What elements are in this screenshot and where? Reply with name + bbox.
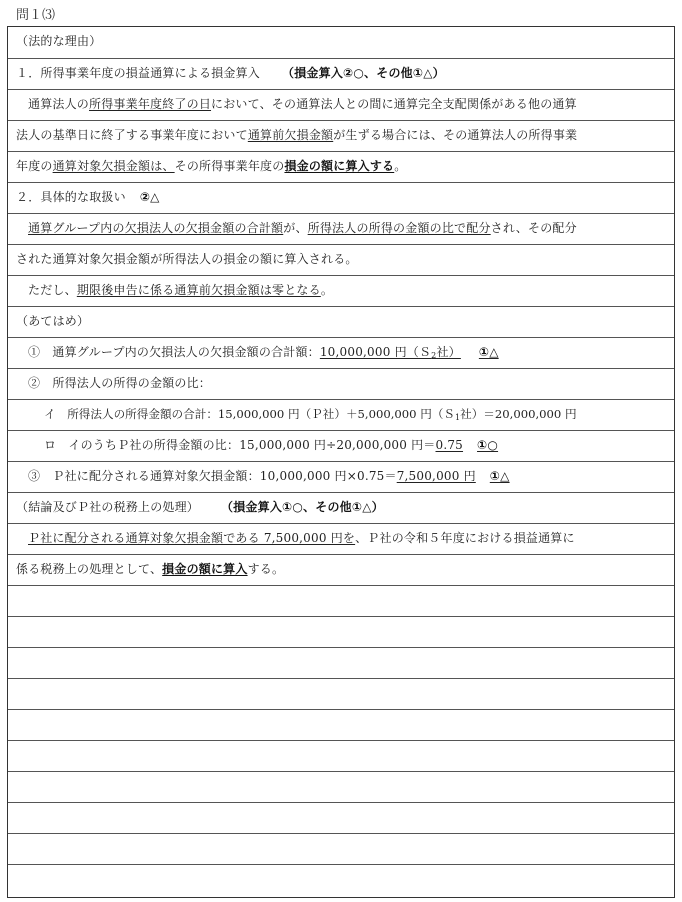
blank-row bbox=[8, 802, 674, 833]
answer-row bbox=[8, 244, 674, 275]
body-text: ② 所得法人の所得の金額の比： bbox=[28, 376, 212, 390]
blank-row bbox=[8, 833, 674, 864]
body-text: され、その配分 bbox=[490, 221, 577, 235]
body-text: 通算法人の bbox=[28, 97, 90, 111]
body-text: において、その通算法人との間に通算完全支配関係がある他の通算 bbox=[211, 97, 577, 111]
score-mark: ①△ bbox=[489, 469, 510, 483]
body-text: する。 bbox=[247, 562, 285, 576]
body-text: 法人の基準日に終了する事業年度において bbox=[16, 128, 248, 142]
answer-row bbox=[8, 89, 674, 120]
answer-row bbox=[8, 461, 674, 492]
underlined-value: 10,000,000 円（Ｓ bbox=[319, 345, 432, 359]
blank-row bbox=[8, 585, 674, 616]
blank-row bbox=[8, 678, 674, 709]
underlined-term: 所得法人の所得の金額の比で配分 bbox=[307, 221, 491, 235]
score-mark: ①○ bbox=[477, 438, 499, 452]
answer-row bbox=[8, 554, 674, 585]
underlined-term: Ｐ社に配分される通算対象欠損金額である 7,500,000 円を bbox=[28, 531, 356, 545]
blank-row bbox=[8, 709, 674, 740]
body-text: 、Ｐ社の令和５年度における損益通算に bbox=[355, 531, 575, 545]
answer-sheet bbox=[7, 26, 675, 898]
answer-row bbox=[8, 275, 674, 306]
answer-row bbox=[8, 337, 674, 368]
blank-row bbox=[8, 616, 674, 647]
blank-row bbox=[8, 864, 674, 897]
body-text: ③ Ｐ社に配分される通算対象欠損金額：10,000,000 円×0.75＝ bbox=[28, 469, 397, 483]
answer-row bbox=[8, 120, 674, 151]
underlined-term: 所得事業年度終了の日 bbox=[89, 97, 212, 111]
underlined-value: 0.75 bbox=[435, 438, 464, 452]
question-title: 問１⑶ bbox=[16, 8, 56, 23]
body-text: が、 bbox=[283, 221, 308, 235]
body-text: が生ずる場合には、その通算法人の所得事業 bbox=[333, 128, 578, 142]
body-text: 年度の bbox=[16, 159, 53, 173]
answer-row bbox=[8, 182, 674, 213]
body-text: その所得事業年度の bbox=[174, 159, 285, 173]
answer-row bbox=[8, 306, 674, 337]
body-text: 係る税務上の処理として、 bbox=[16, 562, 163, 576]
underlined-term: 期限後申告に係る通算前欠損金額は零となる bbox=[76, 283, 321, 297]
score-mark: （損金算入②○、その他①△） bbox=[282, 66, 445, 80]
answer-row bbox=[8, 213, 674, 244]
underlined-term-bold: 損金の額に算入する bbox=[284, 159, 395, 173]
heading-specific-treatment: ２．具体的な取扱い bbox=[16, 190, 126, 204]
answer-row bbox=[8, 399, 674, 430]
underlined-term-bold: 損金の額に算入 bbox=[162, 562, 248, 576]
answer-row bbox=[8, 27, 674, 58]
body-text: 。 bbox=[394, 159, 407, 173]
underlined-value: 社） bbox=[436, 345, 461, 359]
body-text: された通算対象欠損金額が所得法人の損金の額に算入される。 bbox=[16, 252, 358, 266]
answer-row bbox=[8, 58, 674, 89]
score-mark: ②△ bbox=[139, 190, 160, 204]
answer-row bbox=[8, 151, 674, 182]
underlined-term: 通算前欠損金額 bbox=[247, 128, 334, 142]
answer-row bbox=[8, 368, 674, 399]
answer-row bbox=[8, 523, 674, 554]
heading-loss-deduction: １．所得事業年度の損益通算による損金算入 bbox=[16, 66, 261, 80]
underlined-value: 7,500,000 円 bbox=[396, 469, 476, 483]
blank-row bbox=[8, 740, 674, 771]
section-heading-conclusion: （結論及びＰ社の税務上の処理） bbox=[16, 500, 200, 514]
body-text: 社）＝20,000,000 円 bbox=[460, 407, 577, 421]
section-heading-legal-reason: （法的な理由） bbox=[16, 34, 102, 48]
body-text: ロ イのうちＰ社の所得金額の比：15,000,000 円÷20,000,000 円＝ bbox=[44, 438, 436, 452]
body-text: ① 通算グループ内の欠損法人の欠損金額の合計額： bbox=[28, 345, 320, 359]
score-mark: （損金算入①○、その他①△） bbox=[221, 500, 384, 514]
subscript: 2 bbox=[431, 351, 437, 360]
underlined-term: 通算グループ内の欠損法人の欠損金額の合計額 bbox=[28, 221, 284, 235]
answer-row bbox=[8, 492, 674, 523]
body-text: ただし、 bbox=[28, 283, 77, 297]
underlined-term: 通算対象欠損金額は、 bbox=[52, 159, 175, 173]
body-text: イ 所得法人の所得金額の合計：15,000,000 円（Ｐ社）＋5,000,000 円（Ｓ bbox=[44, 407, 456, 421]
subscript: 1 bbox=[455, 413, 461, 422]
score-mark: ①△ bbox=[478, 345, 499, 359]
blank-row bbox=[8, 647, 674, 678]
blank-row bbox=[8, 771, 674, 802]
answer-row bbox=[8, 430, 674, 461]
body-text: 。 bbox=[320, 283, 334, 297]
section-heading-application: （あてはめ） bbox=[16, 314, 90, 328]
